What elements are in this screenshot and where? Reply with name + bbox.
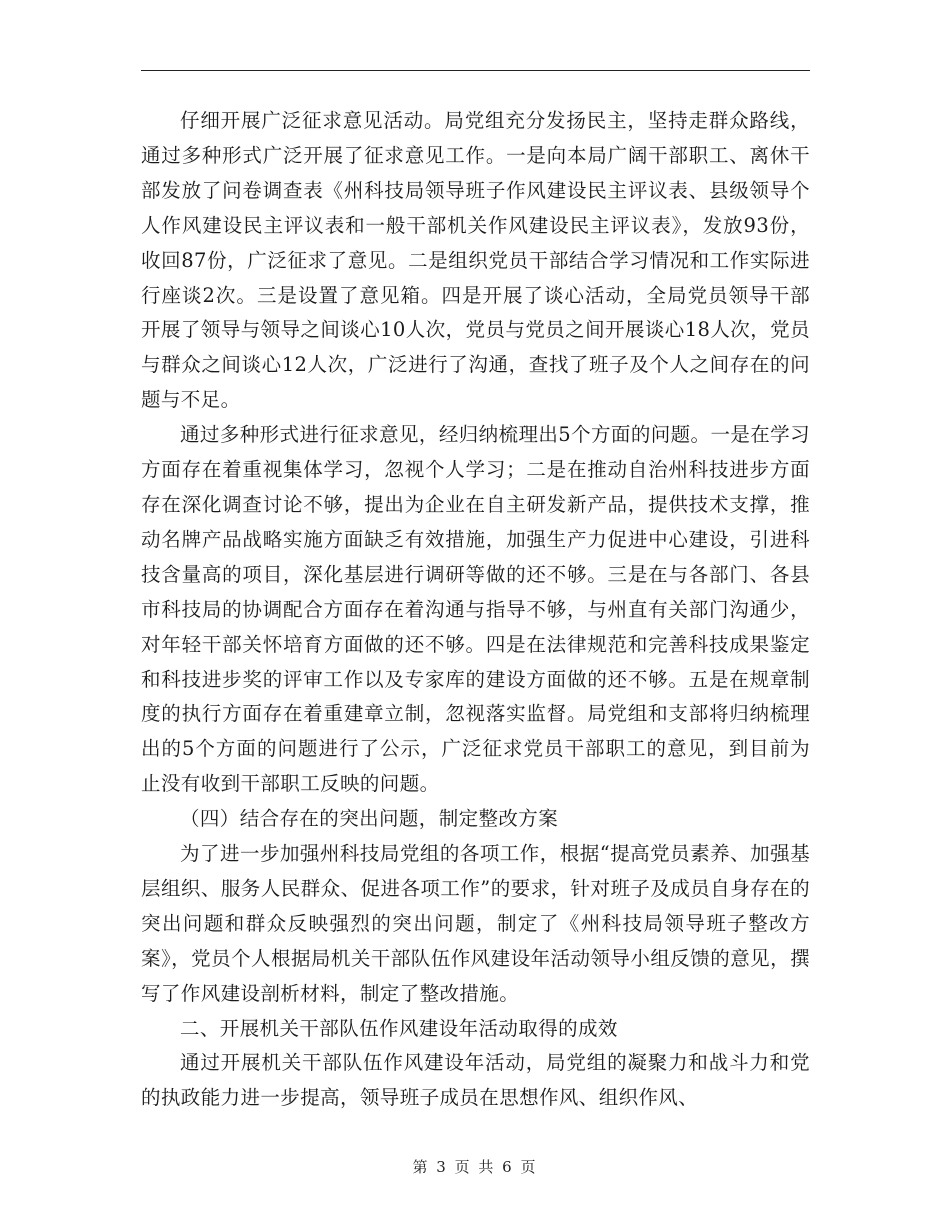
- paragraph-results: 通过开展机关干部队伍作风建设年活动，局党组的凝聚力和战斗力和党的执政能力进一步提高，领导班子成员在思想作风、组织作风、: [141, 1051, 810, 1110]
- paragraph-five-problems: 通过多种形式进行征求意见，经归纳梳理出5个方面的问题。一是在学习方面存在着重视集体学习，忽视个人学习；二是在推动自治州科技进步方面存在深化调查讨论不够，提出为企业在自主研发新产品，提供技术支撑，推动名牌产品战略实施方面缺乏有效措施，加强生产力促进中心建设，引进科技含量高的项目，深化基层进行调研等做的还不够。三是在与各部门、各县市科技局的协调配合方面存在着沟通与指导不够，与州直有关部门沟通少，对年轻干部关怀培育方面做的还不够。四是在法律规范和完善科技成果鉴定和科技进步奖的评审工作以及专家库的建设方面做的还不够。五是在规章制度的执行方面存在着重建章立制，忽视落实监督。局党组和支部将归纳梳理出的5个方面的问题进行了公示，广泛征求党员干部职工的意见，到目前为止没有收到干部职工反映的问题。: [141, 423, 810, 796]
- header-rule: [141, 70, 810, 71]
- document-body: [141, 104, 810, 1116]
- page-number-footer: 第 3 页 共 6 页: [412, 1158, 538, 1176]
- section-heading-results: 二、开展机关干部队伍作风建设年活动取得的成效: [180, 1016, 618, 1040]
- paragraph-solicit-opinions: 仔细开展广泛征求意见活动。局党组充分发扬民主，坚持走群众路线，通过多种形式广泛开展了征求意见工作。一是向本局广阔干部职工、离休干部发放了问卷调查表《州科技局领导班子作风建设民主评议表、县级领导个人作风建设民主评议表和一般干部机关作风建设民主评议表》，发放93份，收回87份，广泛征求了意见。二是组织党员干部结合学习情况和工作实际进行座谈2次。三是设置了意见箱。四是开展了谈心活动，全局党员领导干部开展了领导与领导之间谈心10人次，党员与党员之间开展谈心18人次，党员与群众之间谈心12人次，广泛进行了沟通，查找了班子及个人之间存在的问题与不足。: [141, 109, 810, 412]
- section-heading-rectification: （四）结合存在的突出问题，制定整改方案: [180, 807, 559, 831]
- paragraph-rectification-plan: 为了进一步加强州科技局党组的各项工作，根据“提高党员素养、加强基层组织、服务人民群众、促进各项工作”的要求，针对班子及成员自身存在的突出问题和群众反映强烈的突出问题，制定了《州科技局领导班子整改方案》，党员个人根据局机关干部队伍作风建设年活动领导小组反馈的意见，撰写了作风建设剖析材料，制定了整改措施。: [141, 842, 810, 1005]
